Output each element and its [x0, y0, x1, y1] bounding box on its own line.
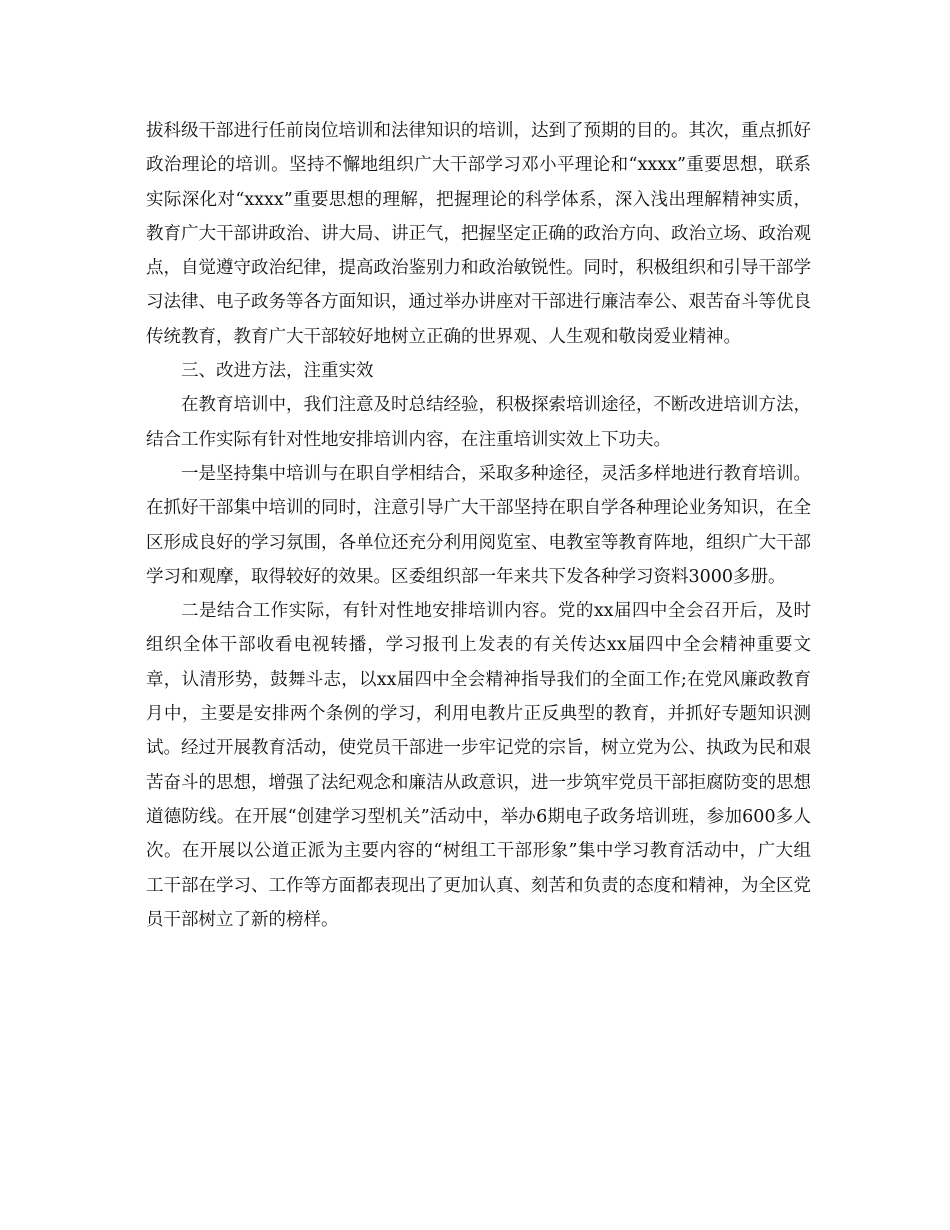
paragraph-point-two: 二是结合工作实际，有针对性地安排培训内容。党的xx届四中全会召开后，及时组织全体干部收看电视转播，学习报刊上发表的有关传达xx届四中全会精神重要文章，认清形势，鼓舞斗志，以xx届四中全会精神指导我们的全面工作;在党风廉政教育月中，主要是安排两个条例的学习，利用电教片正反典型的教育，并抓好专题知识测试。经过开展教育活动，使党员干部进一步牢记党的宗旨，树立党为公、执政为民和艰苦奋斗的思想，增强了法纪观念和廉洁从政意识，进一步筑牢党员干部拒腐防变的思想道德防线。在开展“创建学习型机关”活动中，举办6期电子政务培训班，参加600多人次。在开展以公道正派为主要内容的“树组工干部形象”集中学习教育活动中，广大组工干部在学习、工作等方面都表现出了更加认真、刻苦和负责的态度和精神，为全区党员干部树立了新的榜样。 — [146, 601, 811, 930]
paragraph-cadre-training: 拔科级干部进行任前岗位培训和法律知识的培训，达到了预期的目的。其次，重点抓好政治理论的培训。坚持不懈地组织广大干部学习邓小平理论和“xxxx”重要思想，联系实际深化对“xxxx”重要思想的理解，把握理论的科学体系，深入浅出理解精神实质，教育广大干部讲政治、讲大局、讲正气，把握坚定正确的政治方向、政治立场、政治观点，自觉遵守政治纪律，提高政治鉴别力和政治敏锐性。同时，积极组织和引导干部学习法律、电子政务等各方面知识，通过举办讲座对干部进行廉洁奉公、艰苦奋斗等优良传统教育，教育广大干部较好地树立正确的世界观、人生观和敬岗爱业精神。 — [146, 121, 811, 347]
paragraph-training-summary: 在教育培训中，我们注意及时总结经验，积极探索培训途径，不断改进培训方法，结合工作实际有针对性地安排培训内容，在注重培训实效上下功夫。 — [146, 395, 811, 450]
section-heading-improve-methods: 三、改进方法，注重实效 — [181, 361, 374, 382]
document-body — [146, 114, 811, 937]
paragraph-point-one: 一是坚持集中培训与在职自学相结合，采取多种途径，灵活多样地进行教育培训。在抓好干部集中培训的同时，注意引导广大干部坚持在职自学各种理论业务知识，在全区形成良好的学习氛围，各单位还充分利用阅览室、电教室等教育阵地，组织广大干部学习和观摩，取得较好的效果。区委组织部一年来共下发各种学习资料3000多册。 — [146, 463, 811, 587]
